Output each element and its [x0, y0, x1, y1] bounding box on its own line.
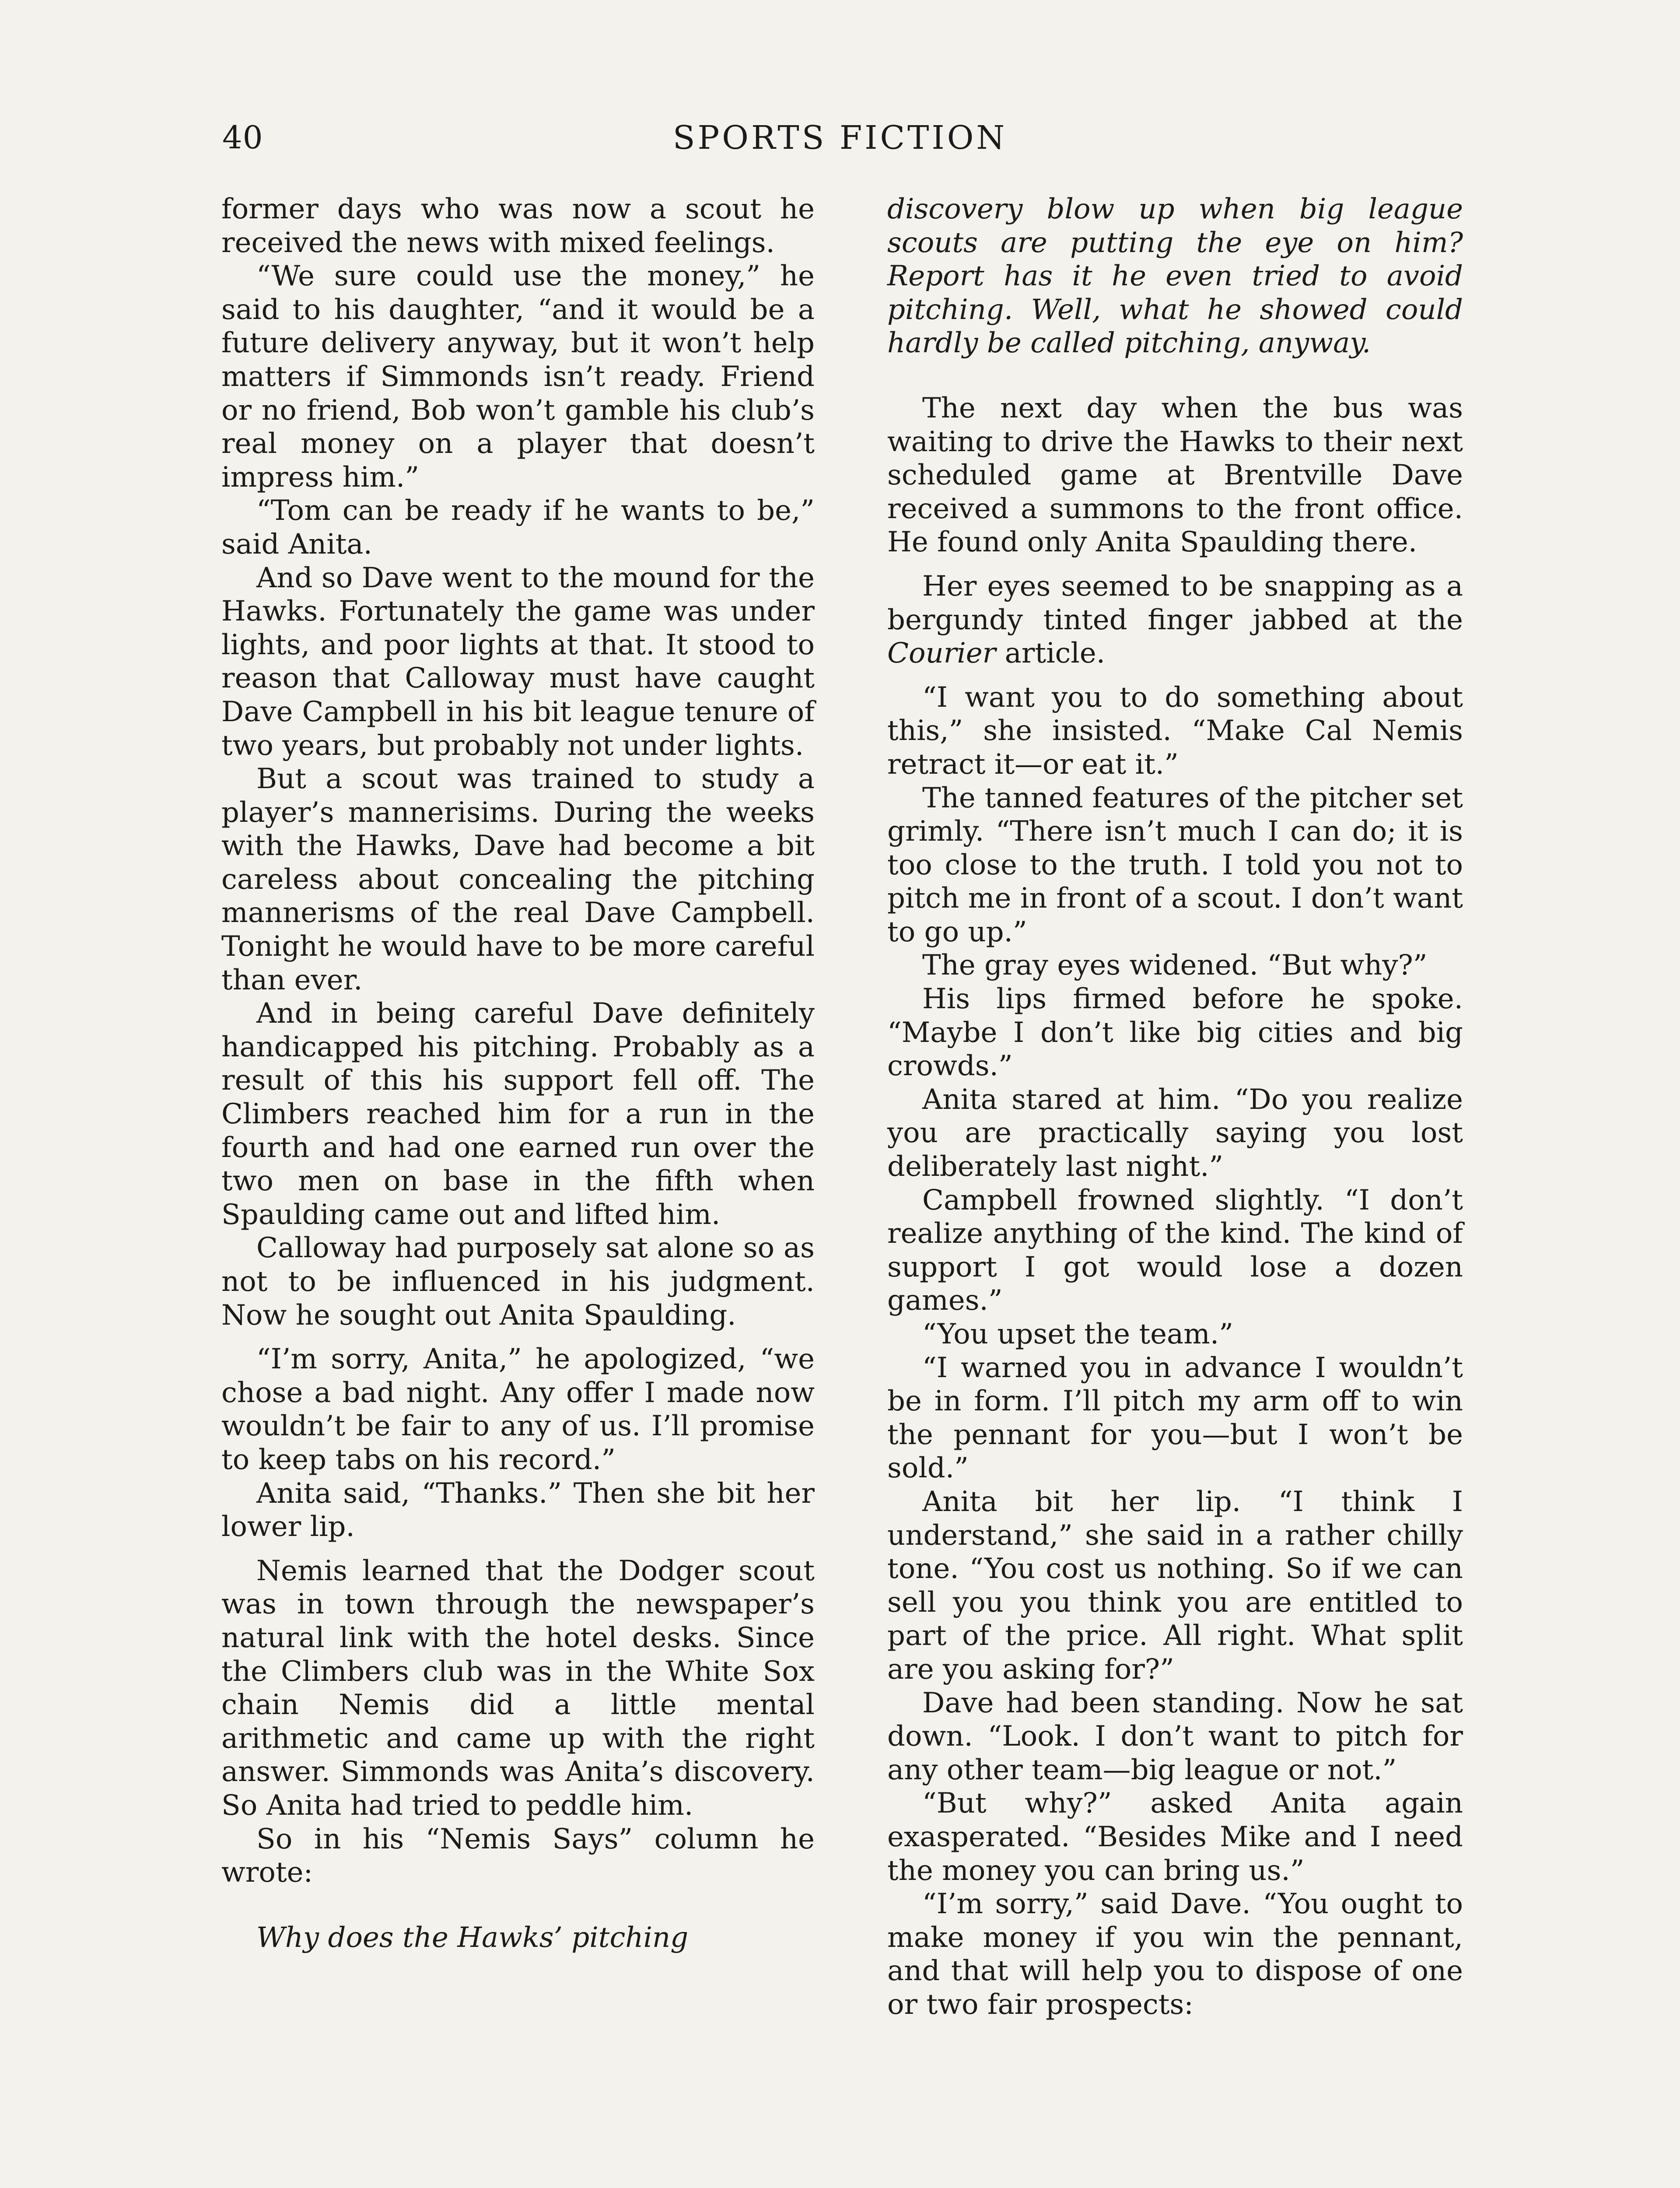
left-column: [221, 193, 815, 1954]
page-header: [0, 119, 1680, 167]
right-column: [887, 193, 1463, 2021]
newspaper-name: Courier: [887, 637, 996, 670]
running-head: SPORTS FICTION: [672, 119, 1008, 157]
paragraph: So in his “Nemis Says” column he wrote:: [221, 1823, 815, 1889]
paragraph: Campbell frowned slightly. “I don’t realize anything of the kind. The kind of support I got would lose a dozen games.”: [887, 1184, 1463, 1317]
paragraph: Nemis learned that the Dodger scout was in town through the newspaper’s natural link with the hotel desks. Since the Climbers club was in the White Sox chain Nemis did a little mental arithmetic and came up with the right answer. Simmonds was Anita’s discovery. So Anita had tried to peddle him.: [221, 1554, 815, 1822]
paragraph: “Tom can be ready if he wants to be,” said Anita.: [221, 494, 815, 561]
paragraph: “But why?” asked Anita again exasperated. “Besides Mike and I need the money you can bring us.”: [887, 1787, 1463, 1887]
page-number: 40: [222, 119, 263, 156]
paragraph: “We sure could use the money,” he said to his daughter, “and it would be a future delivery anyway, but it won’t help matters if Simmonds isn’t ready. Friend or no friend, Bob won’t gamble his club’s real money on a player that doesn’t impress him.”: [221, 260, 815, 494]
paragraph-text: article.: [996, 637, 1106, 670]
paragraph: The next day when the bus was waiting to drive the Hawks to their next scheduled game at Brentville Dave received a summons to the front office. He found only Anita Spaulding there.: [887, 392, 1463, 559]
paragraph: And so Dave went to the mound for the Hawks. Fortunately the game was under lights, and poor lights at that. It stood to reason that Calloway must have caught Dave Campbell in his bit league tenure of two years, but probably not under lights.: [221, 561, 815, 762]
paragraph: But a scout was trained to study a player’s mannerisims. During the weeks with the Hawks, Dave had become a bit careless about concealing the pitching mannerisms of the real Dave Campbell. Tonight he would have to be more careful than ever.: [221, 763, 815, 996]
paragraph: “I want you to do something about this,” she insisted. “Make Cal Nemis retract it—or eat it.”: [887, 681, 1463, 781]
paragraph: [887, 570, 1463, 670]
paragraph: “I’m sorry,” said Dave. “You ought to make money if you win the pennant, and that will help you to dispose of one or two fair prospects:: [887, 1888, 1463, 2021]
paragraph: Anita said, “Thanks.” Then she bit her lower lip.: [221, 1477, 815, 1543]
column-quote-start: Why does the Hawks’ pitching: [256, 1921, 689, 1954]
paragraph: His lips firmed before he spoke. “Maybe I don’t like big cities and big crowds.”: [887, 983, 1463, 1083]
paragraph: And in being careful Dave definitely handicapped his pitching. Probably as a result of this his support fell off. The Climbers reached him for a run in the fourth and had one earned run over the two men on base in the fifth when Spaulding came out and lifted him.: [221, 997, 815, 1231]
paragraph: “You upset the team.”: [922, 1318, 1233, 1350]
paragraph-text: Her eyes seemed to be snapping as a bergundy tinted finger jabbed at the: [887, 570, 1463, 636]
paragraph: Calloway had purposely sat alone so as not to be influenced in his judgment. Now he sought out Anita Spaulding.: [221, 1232, 815, 1332]
paragraph: “I’m sorry, Anita,” he apologized, “we chose a bad night. Any offer I made now wouldn’t be fair to any of us. I’ll promise to keep tabs on his record.”: [221, 1343, 815, 1476]
paragraph: Anita stared at him. “Do you realize you are practically saying you lost deliberately last night.”: [887, 1083, 1463, 1183]
paragraph: The gray eyes widened. “But why?”: [922, 949, 1428, 982]
paragraph: The tanned features of the pitcher set grimly. “There isn’t much I can do; it is too close to the truth. I told you not to pitch me in front of a scout. I don’t want to go up.”: [887, 782, 1463, 948]
paragraph: former days who was now a scout he received the news with mixed feelings.: [221, 193, 815, 259]
paragraph: Dave had been standing. Now he sat down. “Look. I don’t want to pitch for any other team—big league or not.”: [887, 1687, 1463, 1786]
paragraph: Anita bit her lip. “I think I understand,” she said in a rather chilly tone. “You cost us nothing. So if we can sell you you think you are entitled to part of the price. All right. What split are you asking for?”: [887, 1485, 1463, 1686]
paragraph: “I warned you in advance I wouldn’t be in form. I’ll pitch my arm off to win the pennant for you—but I won’t be sold.”: [887, 1351, 1463, 1485]
column-quote-end: discovery blow up when big league scouts are putting the eye on him? Report has it he even tried to avoid pitching. Well, what he showed could hardly be called pitching, anyway.: [887, 193, 1463, 360]
